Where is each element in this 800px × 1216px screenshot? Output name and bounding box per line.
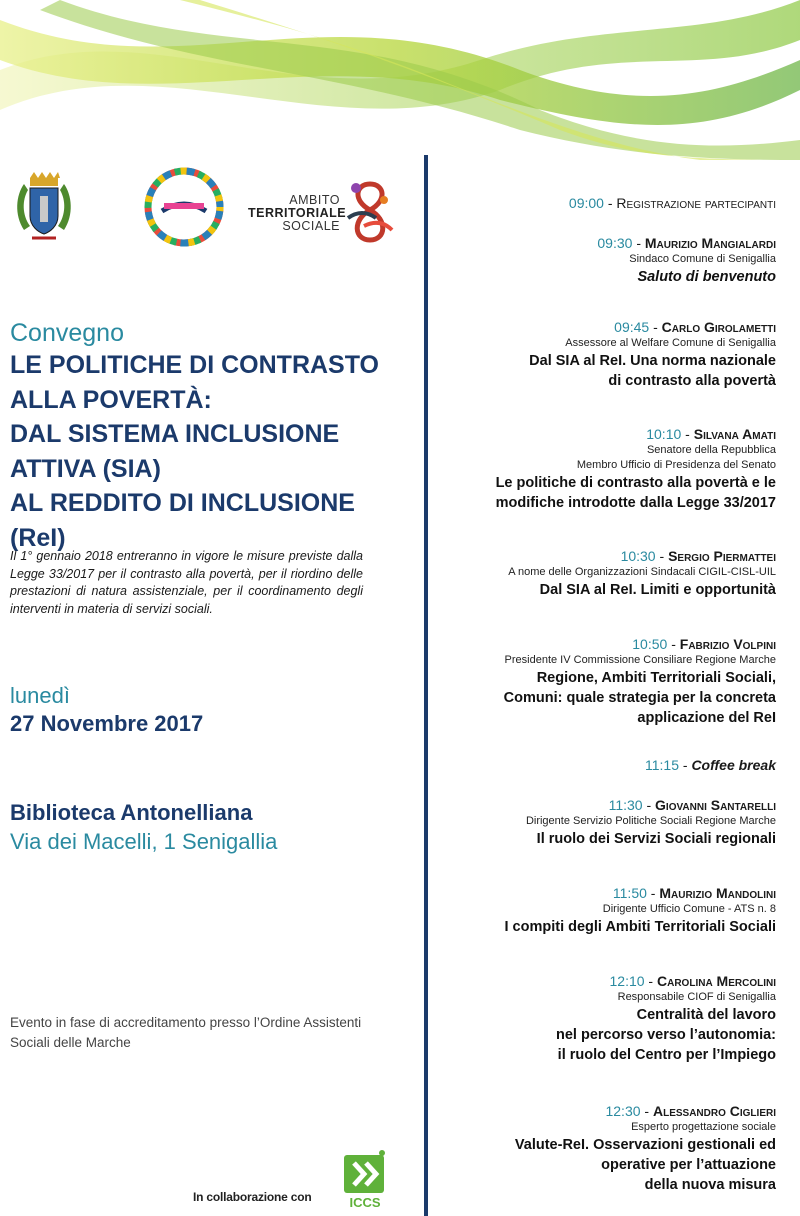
accreditation-note: Evento in fase di accreditamento presso l’Ordine Assistenti Sociali delle Marche — [10, 1015, 362, 1050]
talk-title — [526, 829, 776, 849]
program-separator: - — [646, 885, 660, 901]
program-separator: - — [642, 797, 656, 813]
event-kicker: Convegno — [10, 319, 124, 347]
program-time: 10:10 — [646, 426, 682, 442]
talk-title-line: applicazione del ReI — [637, 710, 776, 726]
speaker-name: Maurizio Mandolini — [659, 885, 776, 901]
program-separator: - — [644, 973, 657, 989]
program-separator: - — [681, 426, 694, 442]
ats-logo-text: AMBITO TERRITORIALE SOCIALE — [248, 193, 347, 233]
speaker-name: Maurizio Mangialardi — [644, 235, 776, 251]
program-item — [496, 425, 776, 513]
speaker-role: A nome delle Organizzazioni Sindacali CIGIL-CISL-UIL — [508, 566, 776, 578]
talk-title-line: Saluto di benvenuto — [637, 269, 776, 285]
ats-eight-icon — [340, 178, 400, 248]
talk-title-line: modifiche introdotte dalla Legge 33/2017 — [495, 495, 776, 511]
talk-title-line: Regione, Ambiti Territoriali Sociali, — [536, 670, 776, 686]
program-label: Coffee break — [691, 757, 776, 773]
program-item — [645, 756, 776, 774]
city-crest-icon — [12, 170, 76, 246]
program-item — [504, 635, 776, 728]
program-item-header — [496, 425, 776, 443]
speaker-role: Membro Ufficio di Presidenza del Senato — [576, 459, 776, 471]
speaker-role: Presidente IV Commissione Consiliare Regione Marche — [504, 654, 776, 666]
talk-title-line: Il ruolo dei Servizi Sociali regionali — [536, 831, 776, 847]
program-time: 12:10 — [609, 973, 645, 989]
collaboration-label: In collaborazione con — [193, 1190, 312, 1204]
event-intro: Il 1° gennaio 2018 entreranno in vigore le misure previste dalla Legge 33/2017 per il contrasto alla povertà, per il riordino delle prestazioni di natura assistenziale, per il coordinamento degli interventi in materia di servizi sociali. — [10, 549, 363, 616]
event-title-line: (ReI) — [10, 523, 66, 552]
ats-logo — [248, 178, 408, 248]
speaker-name: Carlo Girolametti — [661, 319, 776, 335]
talk-title-line: nel percorso verso l’autonomia: — [556, 1027, 776, 1043]
program-time: 10:30 — [620, 548, 656, 564]
iccs-logo — [342, 1147, 388, 1209]
talk-title — [556, 1005, 776, 1065]
talk-title-line: Dal SIA al ReI. Una norma nazionale — [529, 353, 776, 369]
program-time: 10:50 — [632, 636, 668, 652]
program-item — [529, 318, 776, 391]
header-wave-graphic — [0, 0, 800, 160]
program-item-header — [526, 796, 776, 814]
event-address: Via dei Macelli, 1 Senigallia — [10, 829, 278, 854]
speaker-name: Carolina Mercolini — [657, 973, 776, 989]
event-title-line: LE POLITICHE DI CONTRASTO — [10, 351, 379, 379]
program-time: 11:50 — [612, 885, 647, 901]
speaker-role: Dirigente Ufficio Comune - ATS n. 8 — [602, 903, 776, 915]
talk-title-line: Dal SIA al ReI. Limiti e opportunità — [539, 582, 776, 598]
program-item-header — [569, 194, 776, 212]
program-separator: - — [632, 235, 645, 251]
program-time: 09:00 — [568, 195, 604, 211]
talk-title-line: operative per l’attuazione — [601, 1157, 776, 1173]
talk-title-line: I compiti degli Ambiti Territoriali Sociali — [504, 919, 776, 935]
program-item — [526, 796, 776, 849]
event-title-line: DAL SISTEMA INCLUSIONE — [10, 420, 340, 448]
talk-title — [504, 668, 776, 728]
program-separator: - — [667, 636, 680, 652]
program-time: 11:30 — [608, 797, 643, 813]
speaker-name: Fabrizio Volpini — [679, 636, 776, 652]
speaker-role: Dirigente Servizio Politiche Sociali Regione Marche — [525, 815, 776, 827]
event-venue: Biblioteca Antonelliana — [10, 800, 253, 825]
program-time: 09:30 — [597, 235, 633, 251]
program-separator: - — [603, 195, 617, 211]
event-date: 27 Novembre 2017 — [10, 711, 204, 736]
program-time: 11:15 — [644, 757, 679, 773]
speaker-role: Assessore al Welfare Comune di Senigallia — [565, 337, 776, 349]
talk-title-line: Comuni: quale strategia per la concreta — [503, 690, 776, 706]
talk-title-line: Valute-ReI. Osservazioni gestionali ed — [514, 1137, 776, 1153]
program-separator: - — [640, 1103, 653, 1119]
program-item-header — [597, 234, 776, 252]
program-item — [569, 194, 776, 212]
program-item — [515, 1102, 776, 1195]
program-item-header — [645, 756, 776, 774]
event-title — [10, 348, 410, 555]
event-title-line: ATTIVA (SIA) — [10, 454, 161, 483]
iccs-logo-text: ICCS — [349, 1195, 381, 1209]
program-time: 09:45 — [614, 319, 650, 335]
event-title-line: AL REDDITO DI INCLUSIONE — [10, 489, 355, 517]
program-time: 12:30 — [605, 1103, 641, 1119]
program-separator: - — [655, 548, 669, 564]
program-item-header — [504, 635, 776, 653]
talk-title — [529, 351, 776, 391]
program-item-header — [515, 1102, 776, 1120]
program-item — [508, 547, 776, 600]
talk-title — [597, 267, 776, 287]
talk-title-line: Le politiche di contrasto alla povertà e le — [495, 475, 776, 491]
talk-title-line: di contrasto alla povertà — [608, 373, 776, 389]
speaker-role: Responsabile CIOF di Senigallia — [617, 991, 776, 1003]
speaker-name: Giovanni Santarelli — [655, 797, 776, 813]
program-separator: - — [649, 319, 662, 335]
speaker-name: Alessandro Ciglieri — [652, 1103, 776, 1119]
program-item — [504, 884, 776, 937]
program-item — [597, 234, 776, 287]
talk-title — [508, 580, 776, 600]
speaker-role: Sindaco Comune di Senigallia — [629, 253, 776, 265]
talk-title-line: il ruolo del Centro per l’Impiego — [557, 1047, 776, 1063]
talk-title — [504, 917, 776, 937]
program-item-header — [529, 318, 776, 336]
talk-title — [496, 473, 776, 513]
speaker-name: Sergio Piermattei — [668, 548, 776, 564]
talk-title — [515, 1135, 776, 1195]
speaker-name: Silvana Amati — [693, 426, 776, 442]
program-item-header — [556, 972, 776, 990]
program-item — [556, 972, 776, 1065]
program-item-header — [508, 547, 776, 565]
talk-title-line: Centralità del lavoro — [636, 1007, 776, 1023]
program-separator: - — [678, 757, 692, 773]
program-item-header — [504, 884, 776, 902]
speaker-role: Esperto progettazione sociale — [631, 1121, 776, 1133]
event-day: lunedì — [10, 683, 70, 708]
talk-title-line: della nuova misura — [644, 1177, 776, 1193]
speaker-role: Senatore della Repubblica — [646, 444, 776, 456]
event-title-line: ALLA POVERTÀ: — [10, 385, 212, 414]
program-label: Registrazione partecipanti — [616, 195, 776, 211]
ufficio-comune-logo — [140, 167, 228, 249]
column-divider — [424, 155, 428, 1216]
